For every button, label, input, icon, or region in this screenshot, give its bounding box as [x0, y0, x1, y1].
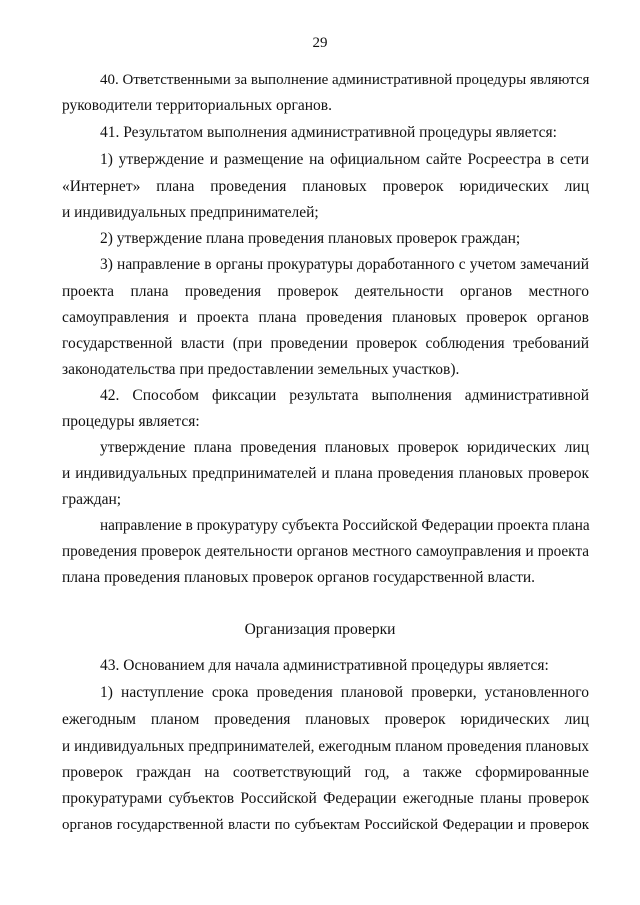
- page-number: 29: [312, 35, 328, 51]
- text-line: 2) утверждение плана проведения плановых проверок граждан;: [100, 230, 521, 247]
- text-line: проекта плана проведения проверок деятельности органов местного: [62, 283, 589, 300]
- text-line: процедуры является:: [62, 413, 200, 430]
- text-line: 43. Основанием для начала административной процедуры является:: [100, 657, 549, 674]
- text-line: самоуправления и проекта плана проведения плановых проверок органов: [62, 309, 589, 326]
- text-line: ежегодным планом проведения плановых проверок юридических лиц: [62, 711, 589, 728]
- text-line: 1) наступление срока проведения плановой проверки, установленного: [100, 684, 589, 701]
- text-line: законодательства при предоставлении земельных участков).: [62, 361, 460, 378]
- text-line: направление в прокуратуру субъекта Российской Федерации проекта плана: [100, 517, 590, 534]
- text-line: и индивидуальных предпринимателей и плана проведения плановых проверок: [62, 465, 589, 482]
- text-line: проверок граждан на соответствующий год, а также сформированные: [62, 764, 589, 781]
- text-line: прокуратурами субъектов Российской Федерации ежегодные планы проверок: [62, 790, 589, 807]
- text-line: 42. Способом фиксации результата выполнения административной: [100, 387, 589, 404]
- text-line: и индивидуальных предпринимателей;: [62, 204, 319, 221]
- text-line: 3) направление в органы прокуратуры доработанного с учетом замечаний: [100, 256, 589, 273]
- text-line: утверждение плана проведения плановых проверок юридических лиц: [100, 439, 589, 456]
- text-line: и индивидуальных предпринимателей, ежегодным планом проведения плановых: [62, 738, 589, 755]
- text-line: 41. Результатом выполнения административной процедуры является:: [100, 124, 557, 141]
- text-line: 40. Ответственными за выполнение административной процедуры являются: [100, 72, 590, 88]
- text-line: государственной власти (при проведении проверок соблюдения требований: [62, 335, 589, 352]
- text-line: граждан;: [62, 491, 122, 508]
- text-line: «Интернет» плана проведения плановых проверок юридических лиц: [62, 178, 589, 195]
- text-line: руководители территориальных органов.: [62, 97, 332, 114]
- section-heading: Организация проверки: [244, 621, 396, 638]
- text-line: 1) утверждение и размещение на официальном сайте Росреестра в сети: [100, 151, 589, 168]
- text-line: плана проведения плановых проверок органов государственной власти.: [62, 569, 536, 586]
- text-line: проведения проверок деятельности органов местного самоуправления и проекта: [62, 543, 589, 560]
- text-line: органов государственной власти по субъектам Российской Федерации и проверок: [62, 817, 589, 833]
